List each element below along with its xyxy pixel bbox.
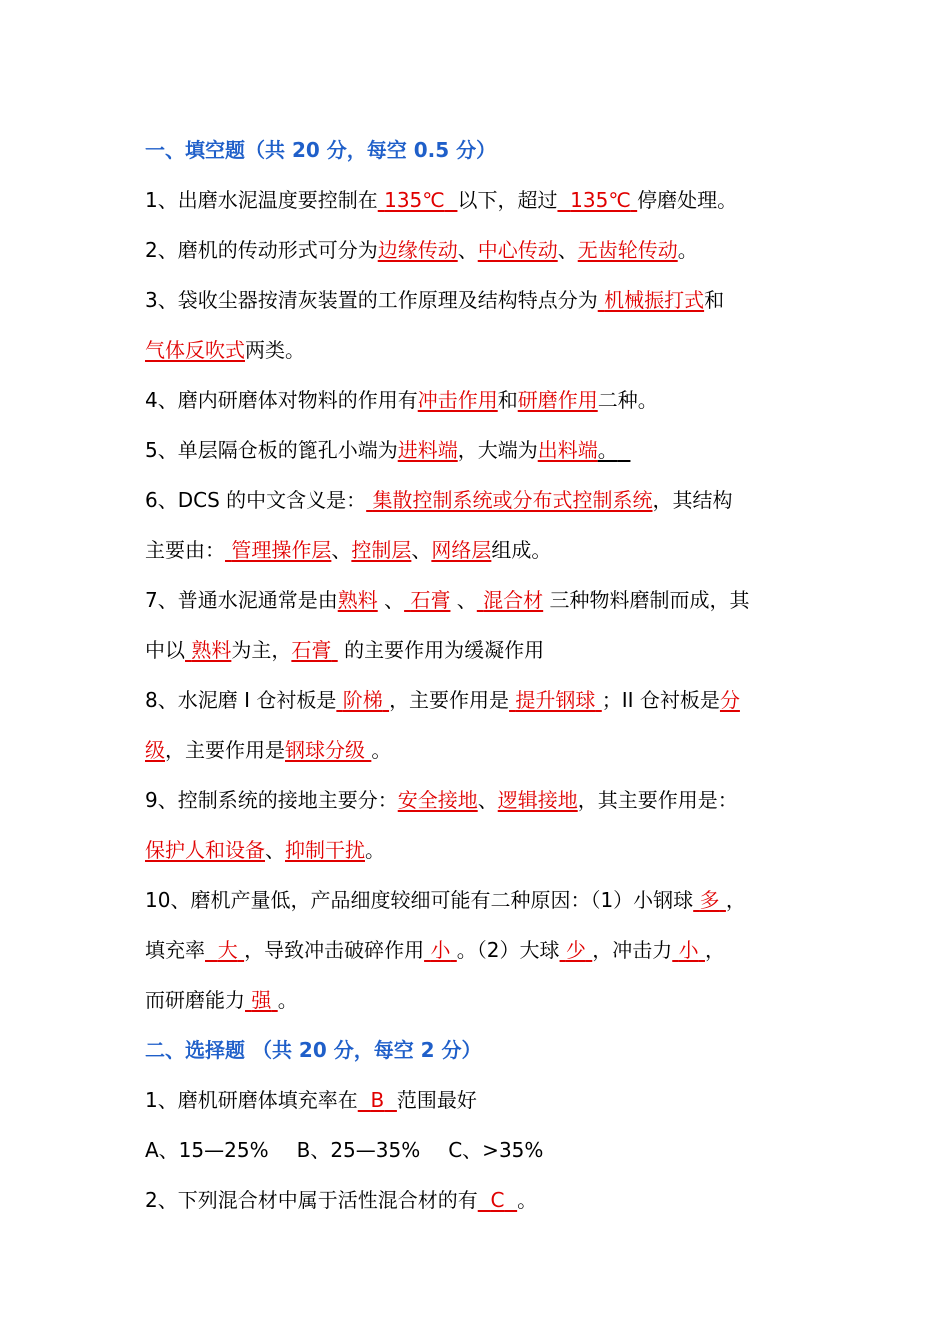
answer-blank: 强 [251,988,272,1012]
question-1-5: 5、单层隔仓板的篦孔小端为进料端，大端为出料端。 [145,438,618,462]
question-1-6: 6、DCS 的中文含义是： 集散控制系统或分布式控制系统，其结构 [145,488,733,512]
question-1-10-cont: 填充率 大 ，导致冲击破碎作用 小 。（2）大球 少 ，冲击力 小 ， [145,938,725,962]
answer-blank: 控制层 [351,538,412,562]
answer-blank: 气体反吹式 [145,338,245,362]
answer-blank: 边缘传动 [377,238,458,262]
answer-blank: 出料端 [537,438,598,462]
answer-blank: 提升钢球 [515,688,596,712]
option-a: A、15—25% [145,1138,269,1162]
question-1-9: 9、控制系统的接地主要分：安全接地、逻辑接地，其主要作用是： [145,788,738,812]
answer-blank: 石膏 [410,588,451,612]
option-b: B、25—35% [296,1138,421,1162]
answer-blank: C [490,1188,505,1212]
answer-blank: 保护人和设备 [145,838,265,862]
answer-blank: 机械振打式 [604,288,705,312]
question-1-7: 7、普通水泥通常是由熟料 、 石膏 、 混合材 三种物料磨制而成，其 [145,588,750,612]
answer-blank: 少 [565,938,586,962]
answer-blank: 小 [430,938,451,962]
answer-blank: 混合材 [483,588,544,612]
answer-blank: 无齿轮传动 [577,238,678,262]
answer-blank: 级 [145,738,165,762]
answer-blank: 熟料 [337,588,378,612]
question-1-7-cont: 中以 熟料为主，石膏 的主要作用为缓凝作用 [145,638,545,662]
answer-blank: 熟料 [191,638,232,662]
question-1-1: 1、出磨水泥温度要控制在 135℃ 以下，超过 135℃ 停磨处理。 [145,188,738,212]
answer-blank: 集散控制系统或分布式控制系统 [372,488,653,512]
answer-blank: 管理操作层 [231,538,332,562]
answer-blank: 小 [678,938,699,962]
section2-heading: 二、选择题 （共 20 分，每空 2 分） [145,1038,482,1062]
question-1-3: 3、袋收尘器按清灰装置的工作原理及结构特点分为 机械振打式和 [145,288,725,312]
answer-blank: 进料端 [397,438,458,462]
answer-blank: 网络层 [431,538,492,562]
answer-blank: 安全接地 [397,788,478,812]
question-1-9-cont: 保护人和设备、抑制干扰。 [145,838,385,862]
question-1-4: 4、磨内研磨体对物料的作用有冲击作用和研磨作用二种。 [145,388,658,412]
question-1-8-cont: 级，主要作用是钢球分级 。 [145,738,392,762]
answer-blank: 阶梯 [342,688,383,712]
question-1-3-cont: 气体反吹式两类。 [145,338,305,362]
answer-blank: 大 [217,938,238,962]
question-1-10-cont2: 而研磨能力 强 。 [145,988,298,1012]
answer-blank: 多 [699,888,720,912]
answer-blank: 石膏 [291,638,332,662]
answer-blank: 逻辑接地 [497,788,578,812]
answer-blank: 抑制干扰 [285,838,365,862]
option-c: C、>35% [448,1138,544,1162]
question-2-1-options [145,1135,820,1165]
answer-blank: B [370,1088,385,1112]
question-1-10: 10、磨机产量低，产品细度较细可能有二种原因：（1）小钢球 多 ， [145,888,746,912]
answer-blank: 分 [719,688,740,712]
question-1-6-cont: 主要由： 管理操作层、控制层、网络层组成。 [145,538,552,562]
question-2-2: 2、下列混合材中属于活性混合材的有 C 。 [145,1188,538,1212]
section1-heading: 一、填空题（共 20 分，每空 0.5 分） [145,138,497,162]
question-2-1: 1、磨机研磨体填充率在 B 范围最好 [145,1088,477,1112]
answer-blank: 中心传动 [477,238,558,262]
question-1-8: 8、水泥磨 I 仓衬板是 阶梯 ，主要作用是 提升钢球 ；II 仓衬板是分 [145,688,740,712]
answer-blank: 研磨作用 [517,388,598,412]
answer-blank: 135℃ [570,188,631,212]
question-1-2: 2、磨机的传动形式可分为边缘传动、中心传动、无齿轮传动。 [145,238,698,262]
answer-blank: 钢球分级 [285,738,365,762]
answer-blank: 冲击作用 [417,388,498,412]
answer-blank: 135℃ [384,188,445,212]
